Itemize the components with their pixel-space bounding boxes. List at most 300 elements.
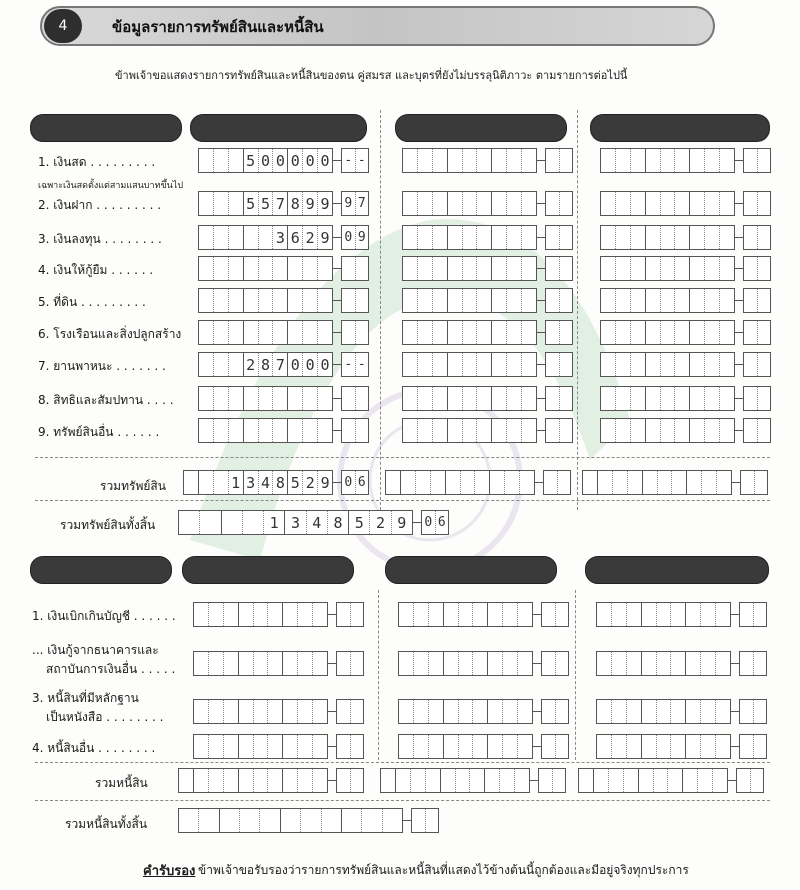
satang-field[interactable] [341, 191, 369, 216]
digit-cell [657, 700, 672, 723]
amount-field[interactable] [600, 352, 771, 377]
digit-cell [318, 419, 332, 442]
digit-cell: 9 [357, 230, 366, 245]
digit-cell [459, 700, 474, 723]
digit-cell: 6 [288, 226, 303, 249]
digit-cell [268, 769, 283, 792]
amount-field[interactable] [402, 256, 573, 281]
satang-field[interactable] [739, 734, 767, 759]
digit-cell [601, 289, 616, 312]
digit-cell [546, 289, 560, 312]
satang-field[interactable] [545, 148, 573, 173]
satang-field[interactable] [743, 418, 771, 443]
assets-header-pill [30, 114, 182, 142]
amount-field[interactable] [402, 225, 573, 250]
baht-field[interactable] [596, 734, 731, 759]
amount-field[interactable] [402, 288, 573, 313]
digit-cell: 8 [273, 471, 288, 494]
amount-field[interactable] [582, 470, 768, 495]
digit-cell [254, 769, 269, 792]
digit-cell [214, 226, 229, 249]
digit-cell [720, 192, 734, 215]
asset-row-label: 6. โรงเรือนและสิ่งปลูกสร้าง [38, 327, 182, 341]
baht-field[interactable] [600, 352, 735, 377]
digit-cell [705, 419, 720, 442]
satang-field[interactable] [336, 651, 364, 676]
amount-field[interactable] [198, 418, 369, 443]
digit-cell [214, 149, 229, 172]
amount-field[interactable] [600, 256, 771, 281]
digit-cell [558, 471, 571, 494]
digit-cell [616, 353, 631, 376]
digit-cell [546, 149, 560, 172]
baht-field[interactable] [600, 320, 735, 345]
digit-cell [654, 769, 669, 792]
amount-field[interactable] [600, 418, 771, 443]
digit-cell [199, 419, 214, 442]
digit-cell: 1 [229, 471, 244, 494]
liability-row-label: 3. หนี้สินที่มีหลักฐาน [32, 691, 139, 705]
amount-field[interactable] [398, 602, 569, 627]
baht-field[interactable] [385, 470, 535, 495]
digit-cell [473, 735, 488, 758]
satang-field[interactable] [336, 734, 364, 759]
digit-cell [627, 603, 642, 626]
decimal-separator [328, 614, 336, 615]
amount-field[interactable] [198, 386, 369, 411]
digit-cell [597, 652, 612, 675]
digit-cell [690, 289, 705, 312]
decimal-separator [333, 268, 341, 269]
digit-cell [716, 603, 730, 626]
digit-cell [199, 387, 214, 410]
amount-field[interactable] [380, 768, 566, 793]
baht-field[interactable] [402, 225, 537, 250]
amount-field[interactable] [178, 510, 449, 535]
satang-field[interactable] [341, 148, 369, 173]
grand-total-liabilities-label: รวมหนี้สินทั้งสิ้น [65, 817, 148, 831]
amount-field[interactable] [198, 148, 369, 173]
amount-field[interactable] [193, 734, 364, 759]
baht-field[interactable] [402, 288, 537, 313]
amount-field[interactable] [198, 288, 369, 313]
amount-field[interactable] [596, 699, 767, 724]
digit-cell [412, 809, 426, 832]
decimal-separator [333, 332, 341, 333]
digit-cell [560, 387, 573, 410]
satang-field[interactable] [541, 734, 569, 759]
digit-cell [503, 735, 518, 758]
baht-field[interactable] [193, 734, 328, 759]
satang-field[interactable] [411, 808, 439, 833]
digit-cell [477, 257, 492, 280]
liability-row-label-continued: เป็นหนังสือ . . . . . . . . [46, 710, 164, 724]
digit-cell [239, 769, 254, 792]
digit-cell [518, 700, 532, 723]
amount-field[interactable] [385, 470, 571, 495]
digit-cell [313, 652, 327, 675]
digit-cell: 7 [273, 353, 288, 376]
baht-field[interactable] [600, 225, 735, 250]
digit-cell: 9 [320, 229, 330, 247]
baht-field[interactable] [402, 352, 537, 377]
satang-field[interactable] [341, 386, 369, 411]
digit-cell [488, 652, 503, 675]
satang-field[interactable] [538, 768, 566, 793]
satang-field[interactable] [545, 386, 573, 411]
amount-field[interactable] [596, 734, 767, 759]
baht-field[interactable] [178, 510, 413, 535]
digit-cell [741, 471, 755, 494]
digit-cell [758, 419, 771, 442]
amount-field[interactable] [600, 225, 771, 250]
digit-cell [229, 192, 244, 215]
satang-field[interactable] [545, 256, 573, 281]
satang-field[interactable] [743, 386, 771, 411]
digit-cell [298, 603, 313, 626]
satang-field[interactable] [740, 470, 768, 495]
digit-cell [579, 769, 594, 792]
digit-cell [433, 257, 448, 280]
baht-field[interactable] [198, 256, 333, 281]
baht-field[interactable] [600, 418, 735, 443]
digit-cell [642, 735, 657, 758]
amount-field[interactable] [178, 808, 439, 833]
digit-cell [758, 387, 771, 410]
digit-cell [259, 289, 274, 312]
amount-field[interactable] [402, 418, 573, 443]
satang-field[interactable] [341, 225, 369, 250]
digit-cell: 1 [264, 511, 285, 534]
amount-field[interactable] [198, 256, 369, 281]
satang-field[interactable] [545, 352, 573, 377]
digit-cell: 9 [320, 474, 330, 492]
certification-text: ข้าพเจ้าขอรับรองว่ารายการทรัพย์สินและหนี้สินที่แสดงไว้ข้างต้นนี้ถูกต้องและมีอยู่จริงทุกประการ [198, 863, 689, 877]
baht-field[interactable] [596, 651, 731, 676]
amount-field[interactable] [600, 320, 771, 345]
digit-cell [492, 257, 507, 280]
digit-cell [705, 353, 720, 376]
amount-field[interactable] [578, 768, 764, 793]
baht-field[interactable] [198, 288, 333, 313]
baht-field[interactable] [198, 191, 333, 216]
digit-cell: 8 [328, 511, 349, 534]
amount-field[interactable] [193, 602, 364, 627]
amount-field[interactable] [402, 352, 573, 377]
baht-field[interactable] [402, 148, 537, 173]
digit-cell [522, 289, 536, 312]
digit-cell [758, 192, 771, 215]
decimal-separator [533, 614, 541, 615]
digit-cell [288, 289, 303, 312]
amount-field[interactable] [193, 651, 364, 676]
baht-field[interactable] [582, 470, 732, 495]
decimal-separator [333, 430, 341, 431]
digit-cell [268, 735, 283, 758]
satang-field[interactable] [336, 699, 364, 724]
digit-cell: 2 [370, 511, 391, 534]
digit-cell [456, 769, 471, 792]
digit-cell [492, 149, 507, 172]
satang-field[interactable] [336, 768, 364, 793]
satang-field[interactable] [743, 352, 771, 377]
amount-field[interactable] [183, 470, 369, 495]
digit-cell [199, 149, 214, 172]
satang-field[interactable] [743, 256, 771, 281]
digit-cell [229, 149, 244, 172]
baht-field[interactable] [596, 602, 731, 627]
digit-cell: 5 [288, 471, 303, 494]
liability-row-label: 4. หนี้สินอื่น . . . . . . . . [32, 741, 156, 755]
decimal-separator [535, 482, 543, 483]
satang-field[interactable] [743, 288, 771, 313]
digit-cell [356, 419, 369, 442]
amount-field[interactable] [398, 699, 569, 724]
digit-cell: 3 [273, 226, 288, 249]
digit-cell [273, 257, 288, 280]
decimal-separator [537, 300, 545, 301]
digit-cell [259, 321, 274, 344]
digit-cell [560, 419, 573, 442]
digit-cell [616, 257, 631, 280]
baht-field[interactable] [183, 470, 333, 495]
digit-cell [631, 353, 646, 376]
baht-field[interactable] [198, 386, 333, 411]
amount-field[interactable] [198, 191, 369, 216]
digit-cell [448, 149, 463, 172]
digit-cell [401, 471, 416, 494]
baht-field[interactable] [193, 699, 328, 724]
amount-field[interactable] [600, 191, 771, 216]
satang-field[interactable] [545, 288, 573, 313]
amount-field[interactable] [398, 734, 569, 759]
digit-cell [690, 353, 705, 376]
digit-cell [631, 192, 646, 215]
satang-field[interactable] [743, 148, 771, 173]
satang-field[interactable] [541, 602, 569, 627]
amount-field[interactable] [596, 651, 767, 676]
baht-field[interactable] [600, 288, 735, 313]
digit-cell [229, 289, 244, 312]
amount-field[interactable] [402, 191, 573, 216]
digit-cell [601, 257, 616, 280]
digit-cell [597, 735, 612, 758]
baht-field[interactable] [402, 191, 537, 216]
digit-cell [556, 735, 569, 758]
baht-field[interactable] [398, 734, 533, 759]
digit-cell [199, 353, 214, 376]
digit-cell [433, 387, 448, 410]
satang-field[interactable] [336, 602, 364, 627]
digit-cell [418, 226, 433, 249]
digit-cell [463, 257, 478, 280]
divider [35, 457, 770, 458]
digit-cell: - [342, 149, 356, 172]
baht-field[interactable] [398, 602, 533, 627]
baht-field[interactable] [198, 352, 333, 377]
digit-cell [403, 226, 418, 249]
satang-field[interactable] [541, 699, 569, 724]
baht-field[interactable] [596, 699, 731, 724]
digit-cell: 0 [342, 471, 356, 494]
baht-field[interactable] [178, 808, 403, 833]
digit-cell [240, 809, 260, 832]
baht-field[interactable] [198, 418, 333, 443]
amount-field[interactable] [193, 699, 364, 724]
amount-field[interactable] [600, 148, 771, 173]
digit-cell [429, 603, 444, 626]
digit-cell [288, 257, 303, 280]
digit-cell [740, 700, 754, 723]
digit-cell [214, 321, 229, 344]
digit-cell [342, 419, 356, 442]
amount-field[interactable] [398, 651, 569, 676]
baht-field[interactable] [198, 148, 333, 173]
digit-cell [448, 419, 463, 442]
satang-field[interactable] [545, 320, 573, 345]
satang-field[interactable] [543, 470, 571, 495]
digit-cell: 5 [244, 149, 259, 172]
digit-cell [675, 387, 690, 410]
amount-field[interactable] [198, 320, 369, 345]
satang-field[interactable] [743, 320, 771, 345]
digit-cell [675, 226, 690, 249]
digit-cell [661, 149, 676, 172]
digit-cell [448, 192, 463, 215]
baht-field[interactable] [398, 699, 533, 724]
digit-cell [556, 652, 569, 675]
digit-cell [214, 257, 229, 280]
digit-cell [520, 471, 534, 494]
baht-field[interactable] [193, 651, 328, 676]
digit-cell [553, 769, 566, 792]
baht-field[interactable] [402, 320, 537, 345]
decimal-separator [728, 780, 736, 781]
satang-field[interactable] [341, 320, 369, 345]
digit-cell [194, 735, 209, 758]
satang-field[interactable] [421, 510, 449, 535]
digit-cell [690, 419, 705, 442]
digit-cell [758, 321, 771, 344]
decimal-separator [537, 398, 545, 399]
baht-field[interactable] [600, 386, 735, 411]
baht-field[interactable] [198, 320, 333, 345]
satang-field[interactable] [743, 225, 771, 250]
digit-cell: 0 [303, 353, 318, 376]
digit-cell [507, 387, 522, 410]
satang-field[interactable] [739, 602, 767, 627]
digit-cell [444, 700, 459, 723]
baht-field[interactable] [398, 651, 533, 676]
baht-field[interactable] [198, 225, 333, 250]
satang-field[interactable] [736, 768, 764, 793]
digit-cell [612, 700, 627, 723]
baht-field[interactable] [402, 418, 537, 443]
decimal-separator [530, 780, 538, 781]
digit-cell [507, 353, 522, 376]
digit-cell [229, 419, 244, 442]
digit-cell: 6 [357, 475, 366, 490]
baht-field[interactable] [402, 256, 537, 281]
satang-field[interactable] [743, 191, 771, 216]
digit-cell [473, 700, 488, 723]
satang-field[interactable] [545, 225, 573, 250]
digit-cell [463, 289, 478, 312]
digit-cell [318, 257, 332, 280]
digit-cell [601, 226, 616, 249]
amount-field[interactable] [198, 352, 369, 377]
digit-cell [705, 192, 720, 215]
digit-cell [288, 387, 303, 410]
baht-field[interactable] [600, 148, 735, 173]
amount-field[interactable] [600, 288, 771, 313]
digit-cell [475, 471, 490, 494]
satang-field[interactable] [341, 470, 369, 495]
digit-cell [239, 700, 254, 723]
digit-cell [500, 769, 515, 792]
digit-cell [701, 700, 716, 723]
digit-cell [337, 735, 351, 758]
satang-field[interactable] [541, 651, 569, 676]
digit-cell [488, 735, 503, 758]
baht-field[interactable] [600, 256, 735, 281]
digit-cell [720, 387, 734, 410]
satang-field[interactable] [341, 288, 369, 313]
amount-field[interactable] [178, 768, 364, 793]
satang-field[interactable] [341, 418, 369, 443]
decimal-separator [333, 160, 341, 161]
digit-cell [624, 769, 639, 792]
baht-field[interactable] [193, 602, 328, 627]
amount-field[interactable] [596, 602, 767, 627]
digit-cell [643, 471, 658, 494]
digit-cell [403, 353, 418, 376]
amount-field[interactable] [402, 386, 573, 411]
decimal-separator [735, 268, 743, 269]
digit-cell [671, 700, 686, 723]
decimal-separator [731, 746, 739, 747]
satang-field[interactable] [545, 418, 573, 443]
baht-field[interactable] [380, 768, 530, 793]
satang-field[interactable] [341, 256, 369, 281]
digit-cell [477, 289, 492, 312]
amount-field[interactable] [600, 386, 771, 411]
divider [35, 762, 770, 763]
baht-field[interactable] [178, 768, 328, 793]
digit-cell [627, 652, 642, 675]
decimal-separator [735, 364, 743, 365]
digit-cell [298, 700, 313, 723]
satang-field[interactable] [545, 191, 573, 216]
digit-cell [268, 652, 283, 675]
digit-cell [184, 471, 199, 494]
liability-row-label: ... เงินกู้จากธนาคารและ [32, 643, 159, 657]
amount-field[interactable] [198, 225, 369, 250]
baht-field[interactable] [600, 191, 735, 216]
amount-field[interactable] [402, 320, 573, 345]
baht-field[interactable] [578, 768, 728, 793]
baht-field[interactable] [402, 386, 537, 411]
digit-cell [631, 321, 646, 344]
digit-cell [446, 471, 461, 494]
digit-cell [758, 226, 771, 249]
digit-cell [492, 192, 507, 215]
satang-field[interactable] [341, 352, 369, 377]
amount-field[interactable] [402, 148, 573, 173]
satang-field[interactable] [739, 651, 767, 676]
satang-field[interactable] [739, 699, 767, 724]
digit-cell [254, 603, 269, 626]
